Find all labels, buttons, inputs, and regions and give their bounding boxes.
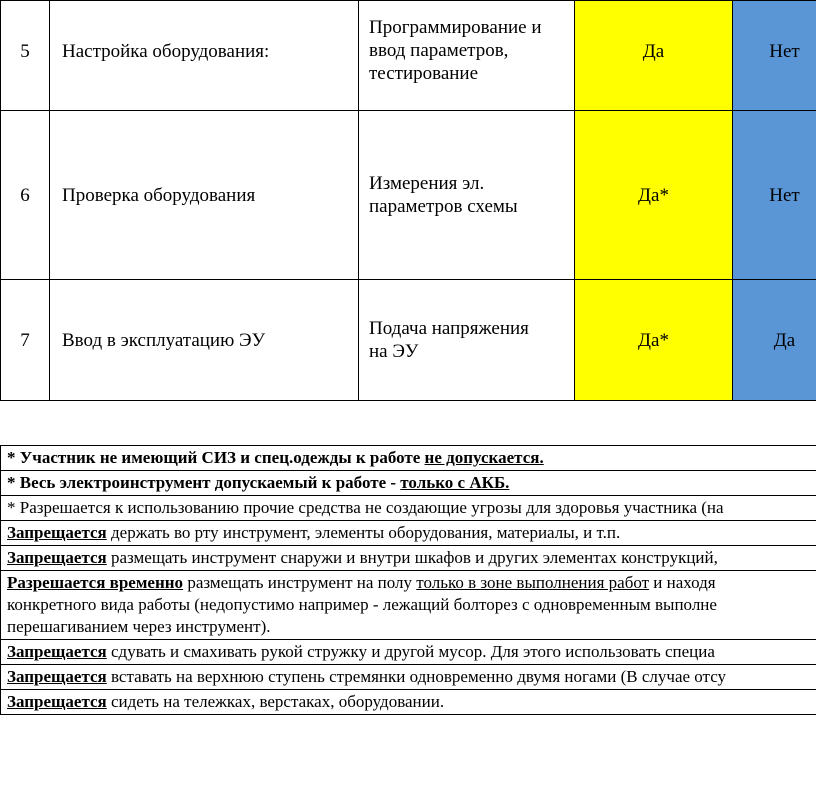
action-line: параметров схемы (369, 196, 518, 217)
rule-other-means: * Разрешается к использованию прочие средства не создающие угрозы для здоровья участника (на (1, 496, 816, 521)
rule-sitting: Запрещается сидеть на тележках, верстаках, оборудовании. (1, 690, 816, 715)
table-row (1, 571, 816, 640)
action-line: на ЭУ (369, 341, 419, 362)
blue-cell: Нет (733, 111, 816, 280)
table-row (1, 521, 816, 546)
step-name: Проверка оборудования (50, 111, 359, 280)
table-row (1, 690, 816, 715)
action-line: Программирование и (369, 17, 542, 38)
rule-chips: Запрещается сдувать и смахивать рукой стружку и другой мусор. Для этого использовать специа (1, 640, 816, 665)
rule-mouth: Запрещается держать во рту инструмент, элементы оборудования, материалы, и т.п. (1, 521, 816, 546)
blue-cell: Нет (733, 1, 816, 111)
action-line: Измерения эл. (369, 173, 485, 194)
rule-cabinets: Запрещается размещать инструмент снаружи и внутри шкафов и других элементах конструкций, (1, 546, 816, 571)
table-row (1, 546, 816, 571)
yellow-cell: Да (575, 1, 733, 111)
table-row (1, 280, 816, 401)
step-name: Настройка оборудования: (50, 1, 359, 111)
table-row (1, 665, 816, 690)
yellow-cell: Да* (575, 280, 733, 401)
step-action (359, 111, 575, 280)
action-line: Подача напряжения (369, 318, 529, 339)
action-line: тестирование (369, 63, 479, 84)
step-name: Ввод в эксплуатацию ЭУ (50, 280, 359, 401)
rule-power-tools: * Весь электроинструмент допускаемый к работе - только с АКБ. (1, 471, 816, 496)
rules-table (0, 445, 816, 715)
rule-floor: Разрешается временно размещать инструмент на полу только в зоне выполнения работ и находя конкретного вида работы (недопустимо например - лежащий болторез с одновременным выполне перешагиванием через инструмент). (1, 571, 816, 640)
table-row (1, 446, 816, 471)
table-row (1, 111, 816, 280)
step-action (359, 1, 575, 111)
table-row (1, 471, 816, 496)
step-number: 6 (1, 111, 50, 280)
yellow-cell: Да* (575, 111, 733, 280)
step-number: 5 (1, 1, 50, 111)
rule-siz: * Участник не имеющий СИЗ и спец.одежды к работе не допускается. (1, 446, 816, 471)
blue-cell: Да (733, 280, 816, 401)
table-row (1, 496, 816, 521)
table-row (1, 1, 816, 111)
step-action (359, 280, 575, 401)
rule-ladder: Запрещается вставать на верхнюю ступень стремянки одновременно двумя ногами (В случае отсу (1, 665, 816, 690)
action-line: ввод параметров, (369, 40, 509, 61)
step-number: 7 (1, 280, 50, 401)
table-row (1, 640, 816, 665)
